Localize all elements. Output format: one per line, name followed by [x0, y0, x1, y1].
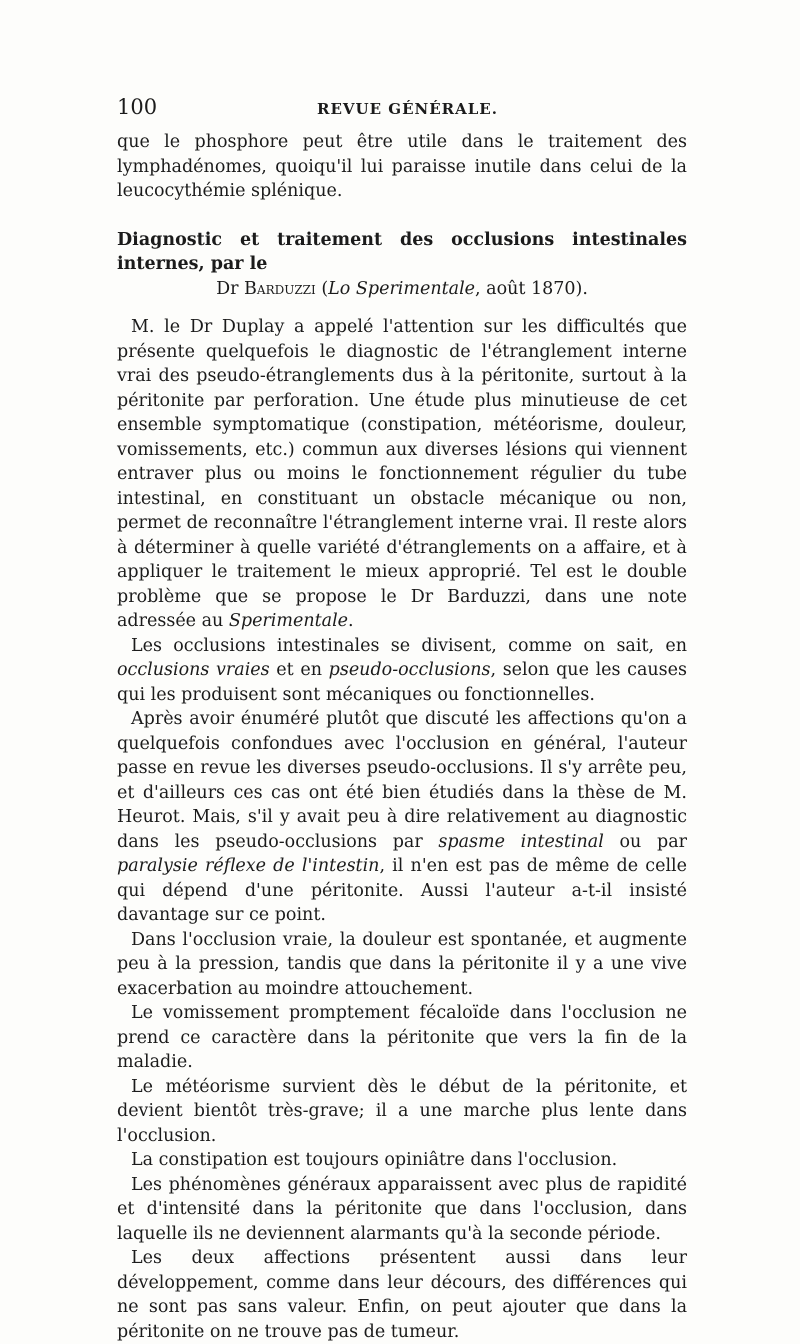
paragraph-1 [117, 315, 687, 634]
source-journal: Lo Sperimentale [328, 278, 476, 299]
paragraph-5: Le vomissement promptement fécaloïde dans l'occlusion ne prend ce caractère dans la péritonite que vers la fin de la maladie. [117, 1003, 687, 1072]
source-open: ( [321, 278, 329, 299]
p2-term-1: occlusions vraies [117, 660, 270, 680]
p1-end: . [348, 611, 354, 631]
p2-text-c: , selon que les causes qui les produisent sont mécaniques ou fonctionnelles. [117, 660, 687, 705]
paragraph-4: Dans l'occlusion vraie, la douleur est spontanée, et augmente peu à la pression, tandis que dans la péritonite il y a une vive exacerbation au moindre attouchement. [117, 929, 687, 999]
intro-paragraph: que le phosphore peut être utile dans le traitement des lymphadénomes, quoiqu'il lui paraisse inutile dans celui de la leucocythémie splénique. [117, 132, 687, 201]
p1-journal: Sperimentale [228, 611, 349, 631]
article-heading [117, 228, 687, 302]
source-date: , août 1870). [475, 278, 588, 299]
page-body [117, 130, 687, 1344]
paragraph-7: La constipation est toujours opiniâtre dans l'occlusion. [131, 1150, 618, 1170]
running-title: REVUE GÉNÉRALE. [317, 100, 498, 118]
page-header [117, 95, 687, 123]
article-source [117, 277, 687, 302]
p1-text: M. le Dr Duplay a appelé l'attention sur les difficultés que présente quelquefois le diagnostic de l'étranglement interne vrai des pseudo-étranglements dus à la péritonite, surtout à la péritonite par perforation. Une étude plus minutieuse de cet ensemble symptomatique (constipation, météorisme, douleur, vomissements, etc.) commun aux diverses lésions qui viennent entraver plus ou moins le fonctionnement régulier du tube intestinal, en constituant un obstacle mécanique ou non, permet de reconnaître l'étranglement interne vrai. Il reste alors à déterminer à quelle variété d'étranglements on a affaire, et à appliquer le traitement le mieux approprié. Tel est le double problème que se propose le Dr Barduzzi, dans une note adressée au [117, 317, 687, 631]
p3-term-2: paralysie réflexe de l'intestin [117, 856, 380, 876]
p3-term-1: spasme intestinal [438, 831, 604, 852]
p3-text-b: ou par [603, 831, 687, 852]
paragraph-8: Les phénomènes généraux apparaissent avec plus de rapidité et d'intensité dans la péritonite que dans l'occlusion, dans laquelle ils ne deviennent alarmants qu'à la seconde période. [117, 1174, 687, 1244]
p2-text-a: Les occlusions intestinales se divisent, comme on sait, en [131, 635, 687, 656]
author-name: Barduzzi [244, 278, 316, 299]
author-prefix: Dr [216, 278, 239, 299]
p3-text-a: Après avoir énuméré plutôt que discuté les affections qu'on a quelquefois confondues avec l'occlusion en général, l'auteur passe en revue les diverses pseudo-occlusions. Il s'y arrête peu, et d'ailleurs ces cas ont été bien étudiés dans la thèse de M. Heurot. Mais, s'il y avait peu à dire relativement au diagnostic dans les pseudo-occlusions par [117, 709, 687, 852]
paragraph-6: Le météorisme survient dès le début de la péritonite, et devient bientôt très-grave; il a une marche plus lente dans l'occlusion. [117, 1076, 687, 1146]
article-title: Diagnostic et traitement des occlusions intestinales internes, par le [117, 229, 687, 274]
paragraph-9: Les deux affections présentent aussi dans leur développement, comme dans leur décours, des différences qui ne sont pas sans valeur. Enfin, on peut ajouter que dans la péritonite on ne trouve pas de tumeur. [117, 1248, 687, 1342]
paragraph-2 [117, 634, 687, 708]
p2-text-b: et en [269, 660, 329, 680]
p2-term-2: pseudo-occlusions [328, 660, 491, 680]
paragraph-3 [117, 707, 687, 928]
page-number: 100 [117, 95, 158, 119]
p3-text-c: , il n'en est pas de même de celle qui dépend d'une péritonite. Aussi l'auteur a-t-il insisté davantage sur ce point. [117, 856, 687, 925]
